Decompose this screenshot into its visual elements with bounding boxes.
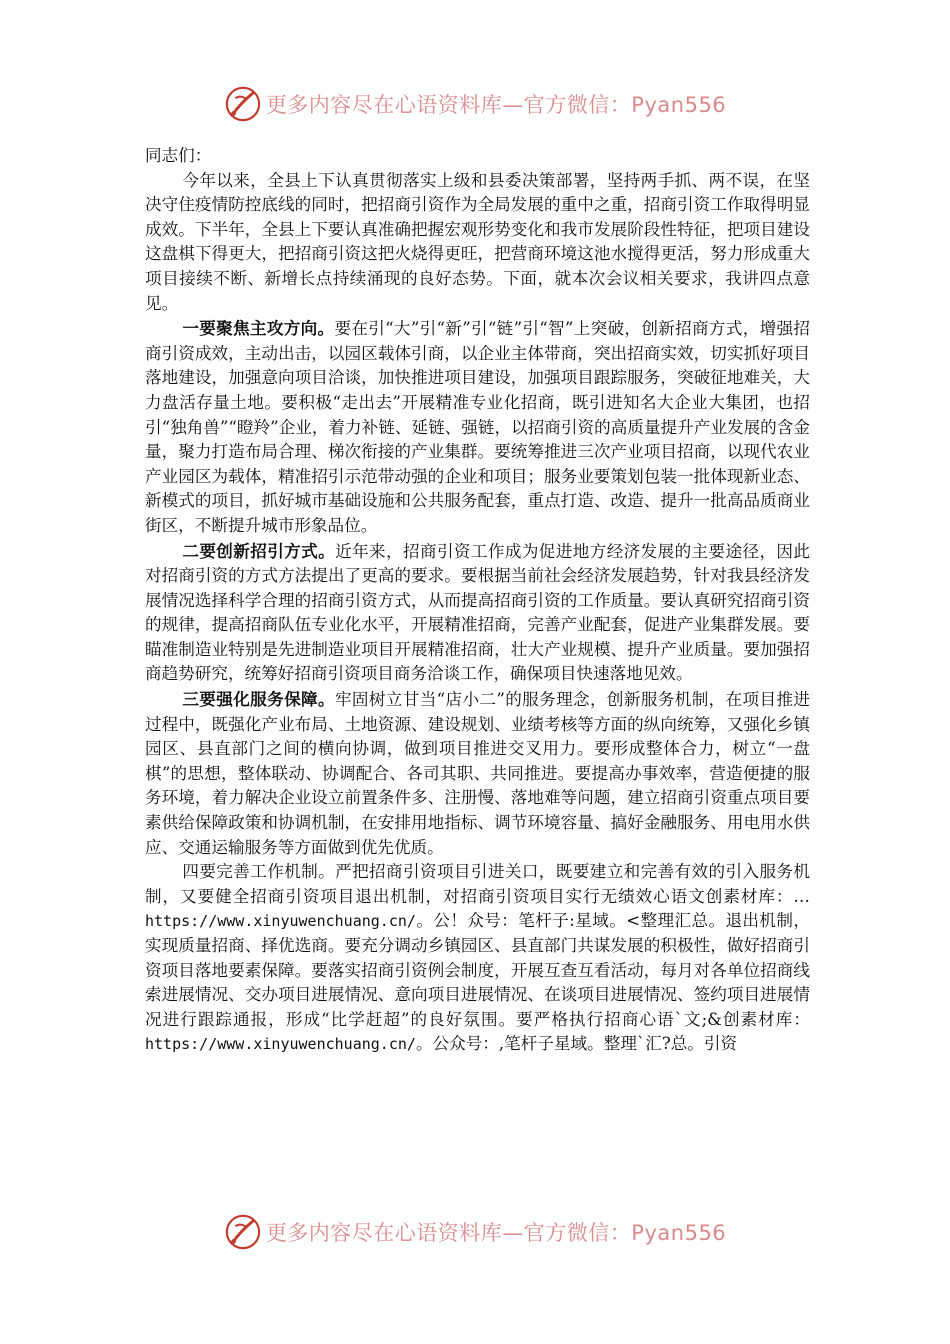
document-body	[145, 144, 810, 1057]
header-banner	[0, 82, 950, 126]
paragraph-4-text-a: 四要完善工作机制。严把招商引资项目引进关口，既要建立和完善有效的引入服务机制，又要健全招商引资项目退出机制，对招商引资项目实行无绩效心语文创素材库：…	[145, 862, 810, 906]
paragraph-2-heading: 二要创新招引方式。	[182, 540, 336, 561]
paragraph-3-body: 牢固树立甘当“店小二”的服务理念，创新服务机制，在项目推进过程中，既强化产业布局、土地资源、建设规划、业绩考核等方面的纵向统筹，又强化乡镇园区、县直部门之间的横向协调，做到项目推进交叉用力。要形成整体合力，树立“一盘棋”的思想，整体联动、协调配合、各司其职、共同推进。要提高办事效率，营造便捷的服务环境，着力解决企业设立前置条件多、注册慢、落地难等问题，建立招商引资重点项目要素供给保障政策和协调机制，在安排用地指标、调节环境容量、搞好金融服务、用电用水供应、交通运输服务等方面做到优先优质。	[145, 690, 811, 857]
paragraph-1	[145, 316, 810, 538]
paragraph-4-url-2: https://www.xinyuwenchuang.cn/	[145, 1035, 416, 1054]
paragraph-3-heading: 三要强化服务保障。	[182, 689, 335, 710]
brush-logo-icon	[224, 85, 262, 123]
greeting: 同志们：	[145, 146, 212, 165]
paragraph-3	[145, 687, 810, 860]
paragraph-4-text-b: 。公！众号：笔杆子:星域。<整理汇总。退出机制，实现质量招商、择优选商。要充分调动乡镇园区、县直部门共谋发展的积极性，做好招商引资项目落地要素保障。要落实招商引资例会制度，开展互查互看活动，每月对各单位招商线索进展情况、交办项目进展情况、意向项目进展情况、在谈项目进展情况、签约项目进展情况进行跟踪通报，形成“比学赶超”的良好氛围。要严格执行招商心语`文;&创素材库：	[145, 911, 810, 1029]
paragraph-2	[145, 539, 810, 688]
brush-logo-icon	[224, 1213, 262, 1251]
footer-banner	[0, 1210, 950, 1254]
banner-text: 更多内容尽在心语资料库—官方微信：Pyan556	[265, 1221, 727, 1245]
banner-text: 更多内容尽在心语资料库—官方微信：Pyan556	[265, 93, 727, 117]
paragraph-4-text-c: 。公众号：,笔杆子星域。整理`汇?总。引资	[415, 1034, 738, 1054]
intro-paragraph: 今年以来，全县上下认真贯彻落实上级和县委决策部署，坚持两手抓、两不误，在坚决守住疫情防控底线的同时，把招商引资作为全局发展的重中之重，招商引资工作取得明显成效。下半年，全县上下要认真准确把握宏观形势变化和我市发展阶段性特征，把项目建设这盘棋下得更大，把招商引资这把火烧得更旺，把营商环境这池水搅得更活，努力形成重大项目接续不断、新增长点持续涌现的良好态势。下面，就本次会议相关要求，我讲四点意见。	[145, 170, 810, 313]
paragraph-1-body: 要在引“大”引“新”引“链”引“智”上突破，创新招商方式，增强招商引资成效，主动出击，以园区载体引商，以企业主体带商，突出招商实效，切实抓好项目落地建设，加强意向项目洽谈，加快推进项目建设，加强项目跟踪服务，突破征地难关，大力盘活存量土地。要积极“走出去”开展精准专业化招商，既引进知名大企业大集团，也招引“独角兽”“瞪羚”企业，着力补链、延链、强链，以招商引资的高质量提升产业发展的含金量，聚力打造布局合理、梯次衔接的产业集群。要统筹推进三次产业项目招商，以现代农业产业园区为载体，精准招引示范带动强的企业和项目；服务业要策划包装一批体现新业态、新模式的项目，抓好城市基础设施和公共服务配套，重点打造、改造、提升一批高品质商业街区，不断提升城市形象品位。	[145, 319, 810, 535]
paragraph-2-body: 近年来，招商引资工作成为促进地方经济发展的主要途径，因此对招商引资的方式方法提出了更高的要求。要根据当前社会经济发展趋势，针对我县经济发展情况选择科学合理的招商引资方式，从而提高招商引资的工作质量。要认真研究招商引资的规律，提高招商队伍专业化水平，开展精准招商，完善产业配套，促进产业集群发展。要瞄准制造业特别是先进制造业项目开展精准招商，壮大产业规模、提升产业质量。要加强招商趋势研究，统筹好招商引资项目商务洽谈工作，确保项目快速落地见效。	[145, 541, 810, 684]
paragraph-4-url-1: https://www.xinyuwenchuang.cn/	[145, 912, 416, 931]
paragraph-4	[145, 860, 810, 1057]
paragraph-1-heading: 一要聚焦主攻方向。	[182, 318, 335, 339]
